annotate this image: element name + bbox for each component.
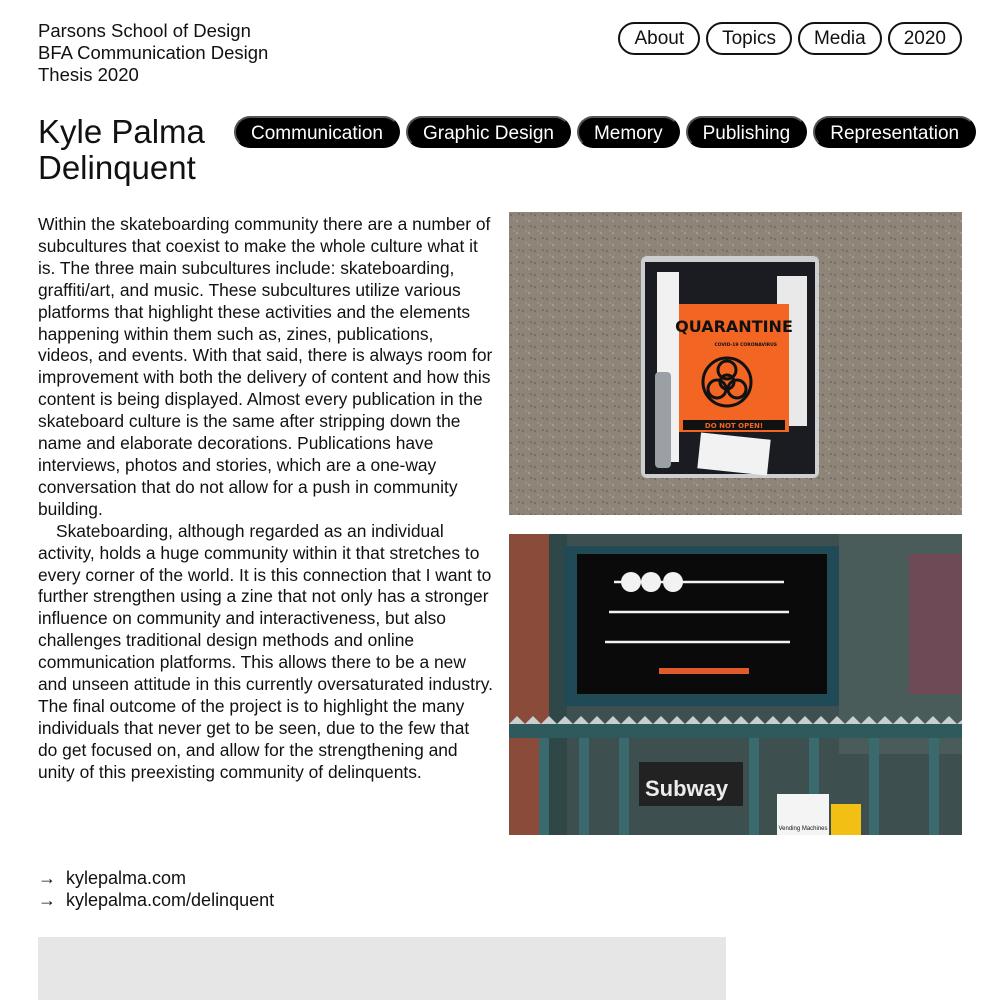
project-heading — [38, 114, 205, 186]
link-project[interactable]: kylepalma.com/delinquent — [66, 890, 275, 910]
top-nav — [618, 22, 962, 55]
link-row — [38, 889, 274, 911]
tag-graphic-design[interactable]: Graphic Design — [406, 116, 571, 148]
school-info — [38, 20, 268, 86]
arrow-right-icon: → — [38, 890, 56, 910]
glyph-circles — [621, 572, 683, 592]
nav-media[interactable]: Media — [798, 22, 882, 55]
vending-sign: Vending Machines — [778, 826, 828, 832]
program-name: BFA Communication Design — [38, 42, 269, 63]
nav-year[interactable]: 2020 — [888, 22, 962, 55]
media-placeholder — [38, 937, 726, 1000]
nav-topics[interactable]: Topics — [706, 22, 792, 55]
tag-representation[interactable]: Representation — [813, 116, 976, 148]
tag-memory[interactable]: Memory — [577, 116, 680, 148]
project-title: Delinquent — [38, 149, 196, 186]
description-paragraph: Within the skateboarding community there are a number of subcultures that coexist to make the whole culture what it is. The three main subcultures include: skateboarding, graffiti/art, and music. These subcultures utilize various platforms that highlight these activities and the elements happening within them such as, zines, publications, videos, and events. With that said, there is always room for improvement with both the delivery of content and how this content is being displayed. Almost every publication in the skateboard culture is the same after stripping down the name and elaborate decorations. Publications have interviews, photos and stories, which are a one-way conversation that do not allow for a push in community building. — [38, 214, 493, 519]
project-image-subway-billboard — [509, 534, 962, 835]
author-name: Kyle Palma — [38, 113, 205, 150]
tag-communication[interactable]: Communication — [234, 116, 400, 148]
project-description — [38, 214, 493, 784]
warning-icon — [831, 804, 861, 835]
poster-subhead: COVID-19 CORONAVIRUS — [714, 343, 777, 348]
nav-about[interactable]: About — [618, 22, 700, 55]
link-portfolio[interactable]: kylepalma.com — [66, 868, 187, 888]
subway-sign: Subway — [645, 776, 729, 801]
school-name: Parsons School of Design — [38, 20, 251, 41]
description-paragraph: Skateboarding, although regarded as an individual activity, holds a huge community within it that stretches to every corner of the world. It is this connection that I want to further strengthen using a zine that not only has a stronger influence on community and interactiveness, but also challenges traditional design methods and online communication platforms. This allows there to be a new and unseen attitude in this currently oversaturated industry. The final outcome of the project is to highlight the many individuals that never get to be seen, due to the few that do get focused on, and allow for the strengthening and unity of this preexisting community of delinquents. — [38, 520, 493, 782]
quarantine-bag-illustration — [509, 212, 962, 515]
arrow-right-icon: → — [38, 868, 56, 888]
topic-tags — [234, 116, 976, 148]
poster-footer: DO NOT OPEN! — [704, 422, 764, 430]
poster-heading: QUARANTINE — [675, 317, 793, 336]
external-links — [38, 867, 274, 911]
project-image-quarantine-bag — [509, 212, 962, 515]
tag-publishing[interactable]: Publishing — [686, 116, 808, 148]
subway-billboard-illustration — [509, 534, 962, 835]
thesis-year: Thesis 2020 — [38, 64, 139, 85]
link-row — [38, 867, 274, 889]
